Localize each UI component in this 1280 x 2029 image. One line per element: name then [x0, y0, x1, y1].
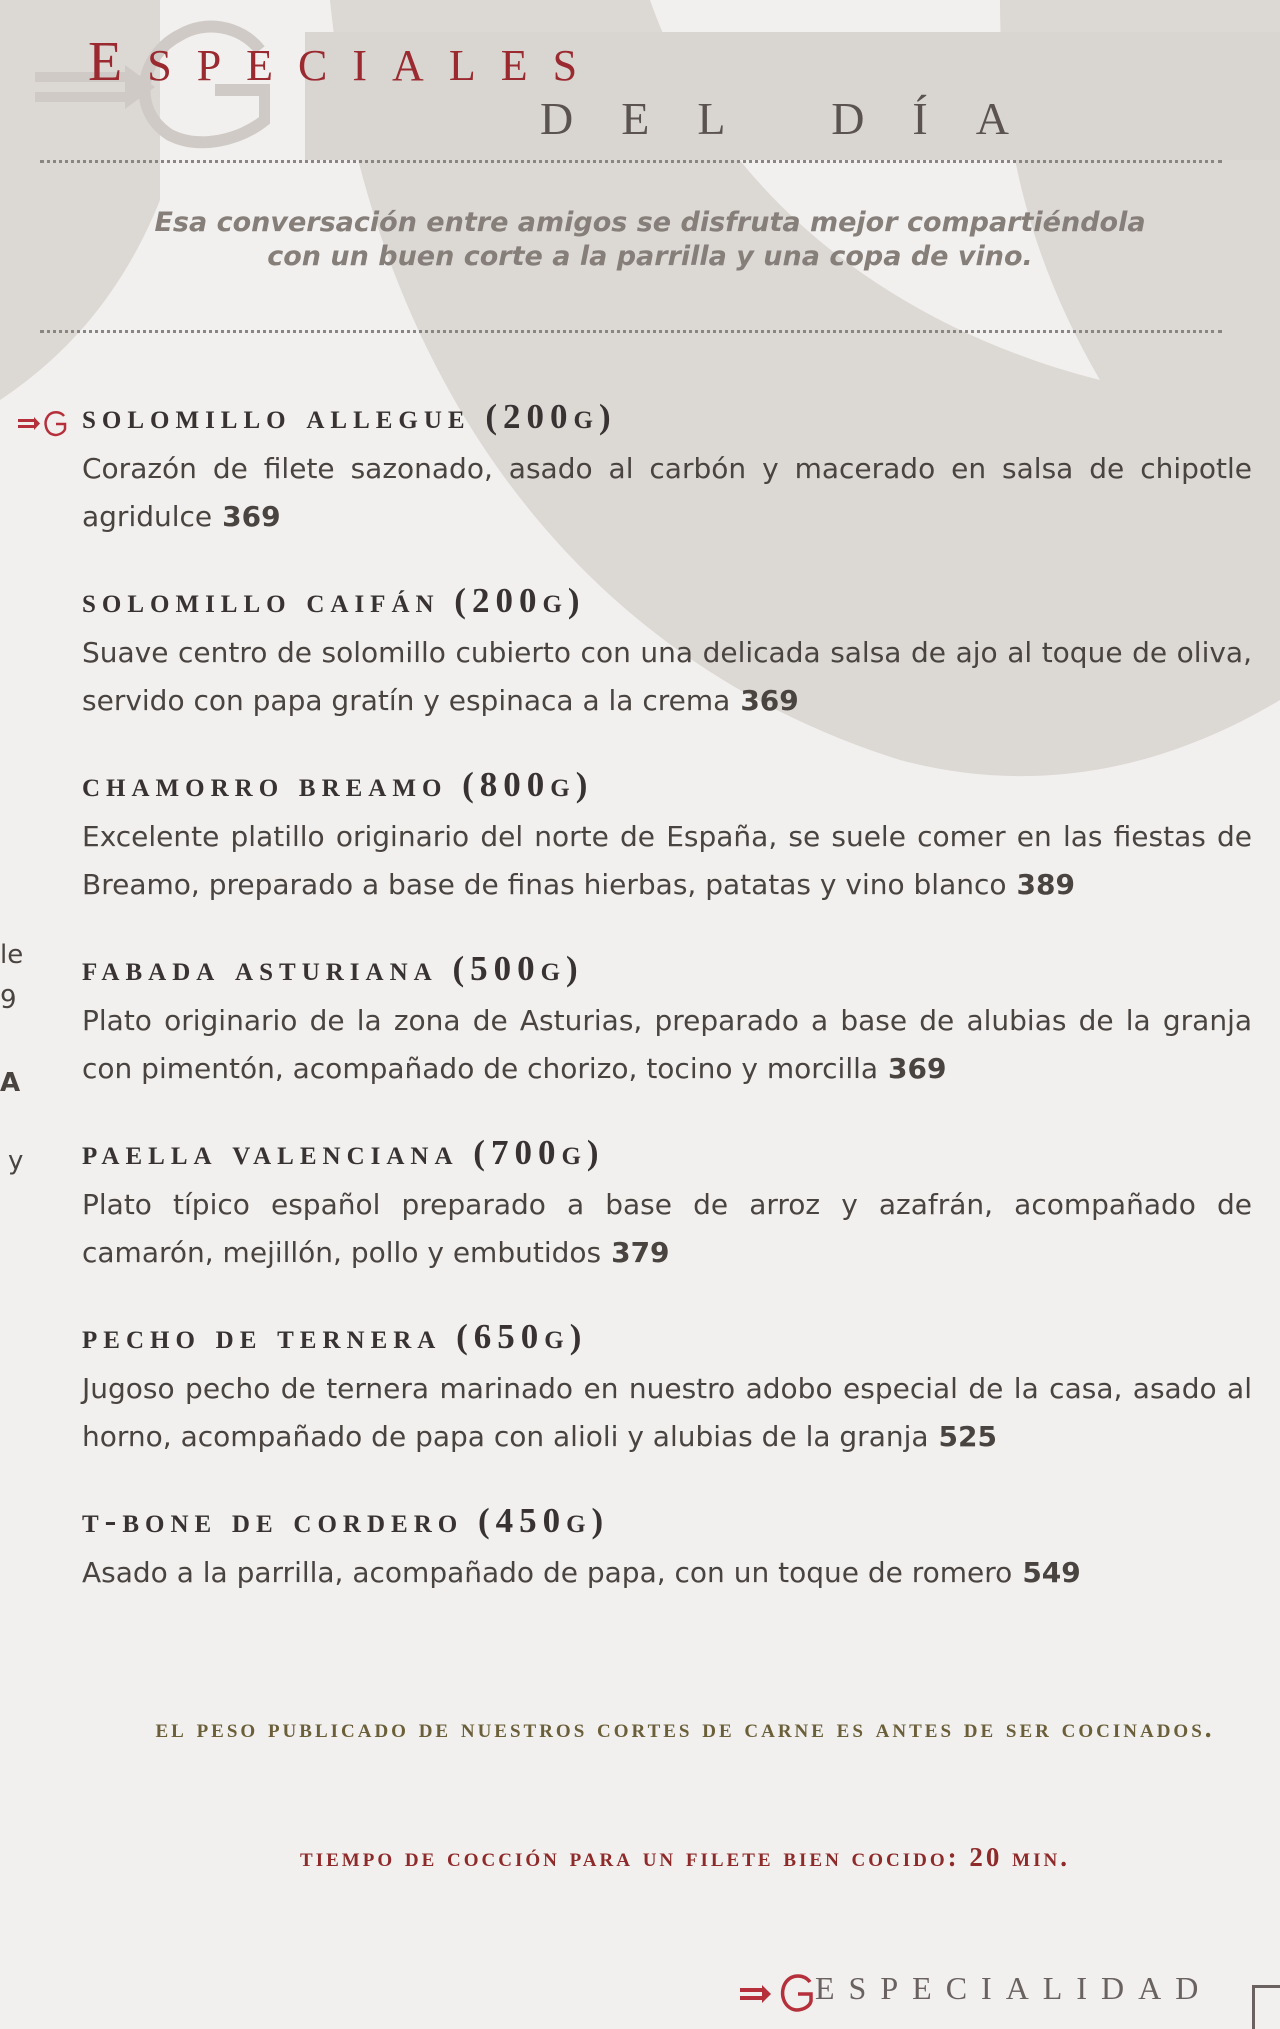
- footer-g-logo-icon: [740, 1970, 815, 2015]
- menu-item-description: Corazón de filete sazonado, asado al carbón y macerado en salsa de chipotle agridulce 369: [82, 452, 1252, 533]
- menu-item-name: chamorro breamo (800g): [82, 765, 594, 804]
- edge-fragment: 9: [0, 985, 17, 1015]
- weight-note: el peso publicado de nuestros cortes de carne es antes de ser cocinados.: [155, 1713, 1215, 1743]
- corner-mark: [1252, 1985, 1280, 2029]
- menu-item: [82, 947, 1252, 1093]
- menu-item-name: paella valenciana (700g): [82, 1133, 605, 1172]
- menu-item: [82, 395, 1252, 541]
- edge-fragment: A: [0, 1068, 21, 1098]
- red-g-marker-icon: [18, 408, 68, 438]
- menu-item-description: Suave centro de solomillo cubierto con una delicada salsa de ajo al toque de oliva, servido con papa gratín y espinaca a la crema 369: [82, 636, 1252, 717]
- divider-intro: [40, 330, 1222, 333]
- menu-item-description: Plato originario de la zona de Asturias, preparado a base de alubias de la granja con pimentón, acompañado de chorizo, tocino y morcilla 369: [82, 1004, 1252, 1085]
- intro-text: [120, 206, 1180, 274]
- menu-item-price: 549: [1022, 1556, 1081, 1589]
- menu-item: [82, 1131, 1252, 1277]
- menu-item: [82, 579, 1252, 725]
- menu-item-name: pecho de ternera (650g): [82, 1317, 588, 1356]
- page-subtitle: DEL DÍA: [540, 93, 1057, 144]
- menu-item-description: Excelente platillo originario del norte de España, se suele comer en las fiestas de Breamo, preparado a base de finas hierbas, patatas y vino blanco 389: [82, 820, 1252, 901]
- footer-especialidad: ESPECIALIDAD: [815, 1970, 1213, 2006]
- menu-item-description: Asado a la parrilla, acompañado de papa, con un toque de romero 549: [82, 1556, 1081, 1589]
- edge-fragment: y: [8, 1146, 24, 1176]
- menu-item-price: 389: [1016, 868, 1075, 901]
- menu-list: [82, 395, 1252, 1635]
- menu-item-name: fabada asturiana (500g): [82, 949, 584, 988]
- cooking-time-note: tiempo de cocción para un filete bien cocido: 20 min.: [300, 1842, 1070, 1872]
- menu-item: [82, 1315, 1252, 1461]
- menu-item-price: 369: [888, 1052, 947, 1085]
- menu-item-name: solomillo allegue (200g): [82, 397, 617, 436]
- menu-item-price: 379: [611, 1236, 670, 1269]
- menu-item-name: solomillo caifán (200g): [82, 581, 586, 620]
- menu-item-price: 525: [938, 1420, 997, 1453]
- edge-fragment: le: [0, 940, 24, 970]
- page-title: ESPECIALES: [88, 31, 603, 93]
- menu-item-price: 369: [222, 500, 281, 533]
- menu-item: [82, 763, 1252, 909]
- menu-item-description: Jugoso pecho de ternera marinado en nuestro adobo especial de la casa, asado al horno, acompañado de papa con alioli y alubias de la granja 525: [82, 1372, 1252, 1453]
- menu-item-price: 369: [740, 684, 799, 717]
- menu-item-name: t-bone de cordero (450g): [82, 1501, 610, 1540]
- menu-item: [82, 1499, 1252, 1597]
- divider-top: [40, 160, 1222, 163]
- intro-line-2: con un buen corte a la parrilla y una copa de vino.: [267, 241, 1033, 272]
- intro-line-1: Esa conversación entre amigos se disfruta mejor compartiéndola: [154, 207, 1146, 238]
- menu-item-description: Plato típico español preparado a base de arroz y azafrán, acompañado de camarón, mejillón, pollo y embutidos 379: [82, 1188, 1252, 1269]
